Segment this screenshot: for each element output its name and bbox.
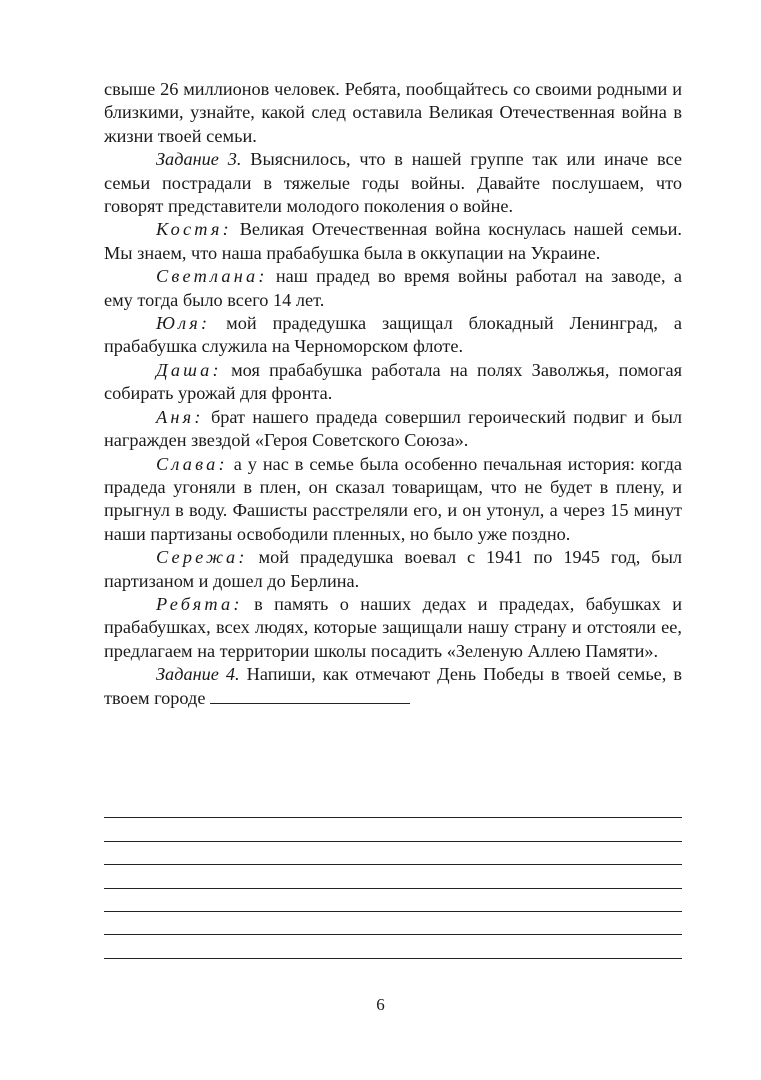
speaker-name: Светлана: (156, 266, 268, 287)
answer-line[interactable] (104, 912, 682, 935)
task-label: Задание 3. (156, 149, 242, 170)
speech-rebyata (104, 593, 682, 663)
answer-line[interactable] (104, 935, 682, 958)
speech-yulya (104, 312, 682, 359)
answer-line[interactable] (104, 795, 682, 818)
speech-anya (104, 406, 682, 453)
speech-text: моя прабабушка работала на полях Заволжья, помогая собирать урожай для фронта. (104, 359, 682, 404)
answer-lines (104, 795, 682, 959)
answer-blank[interactable] (210, 702, 410, 704)
answer-line[interactable] (104, 842, 682, 865)
task-4 (104, 663, 682, 710)
speech-text: наш прадед во время войны работал на заводе, а ему тогда было всего 14 лет. (104, 266, 682, 310)
answer-line[interactable] (104, 889, 682, 912)
speech-text: мой прадедушка защищал блокадный Ленинград, а прабабушка служила на Черноморском флоте. (104, 313, 682, 357)
speaker-name: Аня: (156, 406, 204, 427)
page-text (104, 78, 682, 710)
paragraph-intro (104, 78, 682, 148)
task-3 (104, 148, 682, 218)
speaker-name: Юля: (156, 313, 211, 334)
speech-kostya (104, 218, 682, 265)
paragraph-text: свыше 26 миллионов человек. Ребята, пообщайтесь со своими родными и близкими, узнайте, какой след оставила Великая Отечественная война в жизни твоей семьи. (104, 79, 682, 146)
speaker-name: Костя: (156, 219, 232, 240)
task-text: Выяснилось, что в нашей группе так или иначе все семьи пострадали в тяжелые годы войны. Давайте послушаем, что говорят представители молодого поколения о войне. (104, 149, 683, 217)
speech-svetlana (104, 265, 682, 312)
task-text: Напиши, как отмечают День Победы в твоей семье, в твоем городе (104, 664, 682, 708)
speaker-name: Слава: (156, 453, 228, 474)
speech-dasha (104, 359, 682, 406)
speech-text: а у нас в семье была особенно печальная история: когда прадеда угоняли в плен, он сказал товарищам, что не будет в плену, и прыгнул в воду. Фашисты расстреляли его, и он утонул, а через 15 минут наши партизаны освободили пленных, но было уже поздно. (104, 453, 682, 544)
answer-line[interactable] (104, 818, 682, 841)
speaker-name: Сережа: (156, 547, 248, 568)
answer-line[interactable] (104, 865, 682, 888)
speech-text: мой прадедушка воевал с 1941 по 1945 год, был партизаном и дошел до Берлина. (104, 547, 682, 591)
speech-text: Великая Отечественная война коснулась нашей семьи. Мы знаем, что наша прабабушка была в оккупации на Украине. (104, 219, 682, 263)
speech-text: в память о наших дедах и прадедах, бабушках и прабабушках, всех людях, которые защищали нашу страну и отстояли ее, предлагаем на территории школы посадить «Зеленую Аллею Памяти». (104, 593, 682, 661)
speaker-name: Даша: (156, 359, 222, 380)
speech-text: брат нашего прадеда совершил героический подвиг и был награжден звездой «Героя Советского Союза». (104, 406, 682, 451)
speaker-name: Ребята: (156, 593, 243, 614)
task-label: Задание 4. (156, 664, 240, 685)
page-number: 6 (376, 995, 385, 1014)
speech-slava (104, 453, 682, 547)
speech-seryozha (104, 546, 682, 593)
